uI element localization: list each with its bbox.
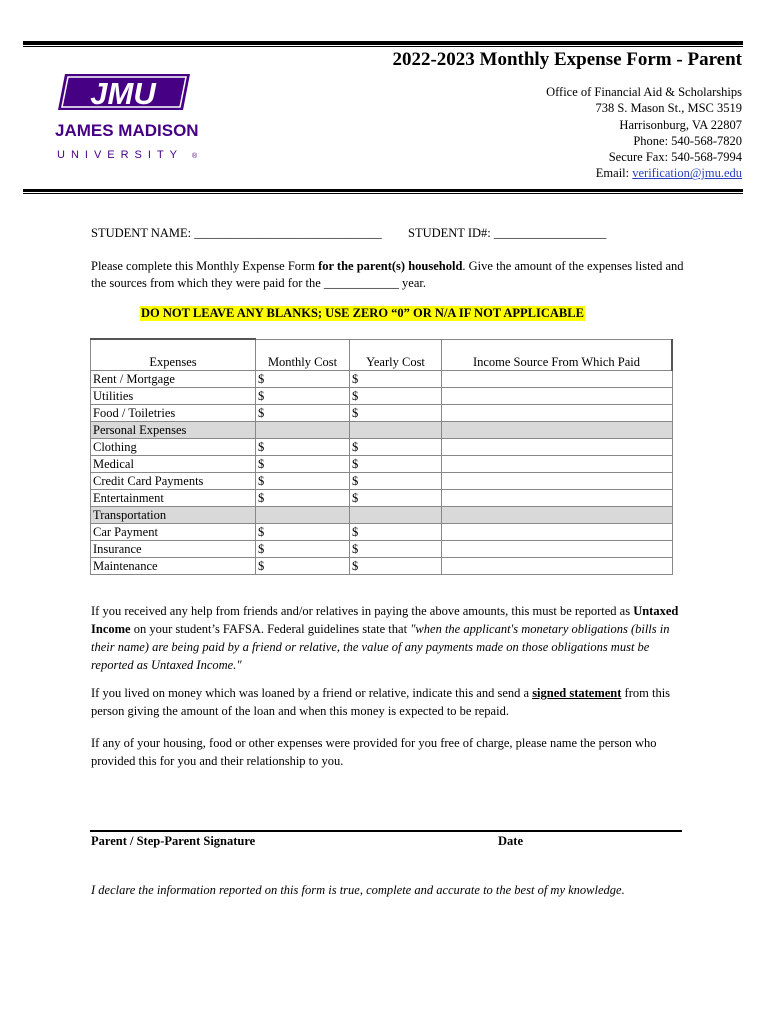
yearly-cost-cell	[350, 507, 442, 524]
header-top-rule-thin	[23, 46, 743, 47]
income-source-cell	[442, 507, 673, 524]
income-source-cell[interactable]	[442, 473, 673, 490]
yearly-cost-cell[interactable]: $	[350, 456, 442, 473]
row-label: Car Payment	[91, 524, 256, 541]
declaration-text: I declare the information reported on this form is true, complete and accurate to the best of my knowledge.	[91, 883, 625, 897]
header-monthly-cost: Monthly Cost	[256, 339, 350, 371]
row-label: Clothing	[91, 439, 256, 456]
logo-registered-mark: ®	[192, 153, 198, 160]
free-expenses-paragraph: If any of your housing, food or other expenses were provided for you free of charge, please name the person who provided this for you and their relationship to you.	[91, 736, 657, 768]
office-email	[546, 165, 742, 181]
student-fields	[91, 226, 606, 241]
monthly-cost-cell[interactable]: $	[256, 405, 350, 422]
intro-bold: for the parent(s) household	[318, 259, 463, 273]
row-label: Personal Expenses	[91, 422, 256, 439]
logo-name-text: JAMES MADISON	[55, 121, 199, 140]
monthly-cost-cell[interactable]: $	[256, 541, 350, 558]
student-id-field[interactable]: STUDENT ID#: __________________	[408, 226, 607, 240]
expense-rows	[91, 371, 673, 575]
row-label: Transportation	[91, 507, 256, 524]
yearly-cost-cell[interactable]: $	[350, 541, 442, 558]
yearly-cost-cell[interactable]: $	[350, 473, 442, 490]
p1-italic-quote: "when the applicant's monetary obligations (bills in their name) are being paid by a friend or relative, the value of any payments made on those obligations must be reported as Untaxed Income."	[91, 622, 670, 672]
yearly-cost-cell	[350, 422, 442, 439]
student-name-field[interactable]: STUDENT NAME: ______________________________	[91, 226, 382, 240]
row-label: Entertainment	[91, 490, 256, 507]
income-source-cell[interactable]	[442, 524, 673, 541]
monthly-cost-cell[interactable]: $	[256, 456, 350, 473]
row-label: Utilities	[91, 388, 256, 405]
yearly-cost-cell[interactable]: $	[350, 439, 442, 456]
income-source-cell[interactable]	[442, 456, 673, 473]
office-name: Office of Financial Aid & Scholarships	[546, 85, 742, 99]
logo-sub-text: UNIVERSITY	[57, 149, 184, 161]
income-source-cell[interactable]	[442, 541, 673, 558]
section-row	[91, 507, 673, 524]
yearly-cost-cell[interactable]: $	[350, 524, 442, 541]
header-top-rule	[23, 41, 743, 45]
logo-mark-text: JMU	[90, 76, 156, 111]
header-bottom-rule-thin	[23, 193, 743, 194]
header-bottom-rule	[23, 189, 743, 192]
jmu-logo-mark	[58, 74, 190, 111]
monthly-cost-cell[interactable]: $	[256, 524, 350, 541]
yearly-cost-cell[interactable]: $	[350, 388, 442, 405]
yearly-cost-cell[interactable]: $	[350, 371, 442, 388]
monthly-cost-cell	[256, 422, 350, 439]
jmu-logo	[55, 72, 215, 162]
signature-line[interactable]	[90, 830, 682, 832]
p2-text-1: If you lived on money which was loaned by a friend or relative, indicate this and send a	[91, 686, 533, 700]
signature-label: Parent / Step-Parent Signature	[91, 834, 256, 848]
intro-paragraph	[91, 258, 691, 292]
form-title: 2022-2023 Monthly Expense Form - Parent	[392, 49, 742, 70]
monthly-cost-cell[interactable]: $	[256, 439, 350, 456]
date-label: Date	[498, 834, 523, 848]
office-city: Harrisonburg, VA 22807	[619, 117, 742, 132]
table-row	[91, 371, 673, 388]
intro-text-1: Please complete this Monthly Expense Form	[91, 259, 319, 273]
income-source-cell[interactable]	[442, 558, 673, 575]
income-source-cell	[442, 422, 673, 439]
p1-text-1: If you received any help from friends and/or relatives in paying the above amounts, this must be reported as	[91, 604, 634, 618]
warning-banner: DO NOT LEAVE ANY BLANKS; USE ZERO “0” OR N/A IF NOT APPLICABLE	[141, 306, 584, 320]
office-phone: Phone: 540-568-7820	[633, 133, 742, 148]
table-row	[91, 541, 673, 558]
income-source-cell[interactable]	[442, 405, 673, 422]
p1-bold: Untaxed Income	[91, 604, 679, 636]
p1-text-2: on your student’s FAFSA. Federal guidelines state that	[130, 622, 411, 636]
row-label: Rent / Mortgage	[91, 371, 256, 388]
yearly-cost-cell[interactable]: $	[350, 490, 442, 507]
monthly-cost-cell[interactable]: $	[256, 473, 350, 490]
intro-text-2: . Give the amount of the expenses listed and the sources from which they were paid for the ____________ year.	[91, 259, 684, 290]
p2-bold-underlined: signed statement	[532, 686, 622, 700]
row-label: Medical	[91, 456, 256, 473]
table-row	[91, 456, 673, 473]
section-row	[91, 422, 673, 439]
header-expenses: Expenses	[91, 339, 256, 371]
table-row	[91, 439, 673, 456]
monthly-cost-cell[interactable]: $	[256, 388, 350, 405]
table-row	[91, 490, 673, 507]
table-row	[91, 405, 673, 422]
yearly-cost-cell[interactable]: $	[350, 405, 442, 422]
table-row	[91, 388, 673, 405]
table-header-row	[91, 339, 673, 371]
loan-paragraph	[91, 684, 683, 720]
row-label: Food / Toiletries	[91, 405, 256, 422]
office-street: 738 S. Mason St., MSC 3519	[595, 101, 742, 116]
row-label: Credit Card Payments	[91, 473, 256, 490]
table-row	[91, 558, 673, 575]
monthly-cost-cell[interactable]: $	[256, 371, 350, 388]
untaxed-income-paragraph	[91, 602, 683, 674]
expense-table	[90, 338, 673, 575]
email-label: Email:	[595, 166, 633, 181]
income-source-cell[interactable]	[442, 388, 673, 405]
header-yearly-cost: Yearly Cost	[350, 339, 442, 371]
monthly-cost-cell	[256, 507, 350, 524]
monthly-cost-cell[interactable]: $	[256, 490, 350, 507]
monthly-cost-cell[interactable]: $	[256, 558, 350, 575]
yearly-cost-cell[interactable]: $	[350, 558, 442, 575]
email-link[interactable]: verification@jmu.edu	[632, 166, 742, 181]
table-row	[91, 524, 673, 541]
row-label: Insurance	[91, 541, 256, 558]
table-row	[91, 473, 673, 490]
office-address-block	[546, 84, 742, 182]
income-source-cell[interactable]	[442, 439, 673, 456]
header-income-source: Income Source From Which Paid	[442, 339, 673, 371]
income-source-cell[interactable]	[442, 490, 673, 507]
office-fax: Secure Fax: 540-568-7994	[608, 150, 742, 165]
row-label: Maintenance	[91, 558, 256, 575]
p2-text-2: from this person giving the amount of the loan and when this money is expected to be repaid.	[91, 686, 671, 718]
income-source-cell[interactable]	[442, 371, 673, 388]
